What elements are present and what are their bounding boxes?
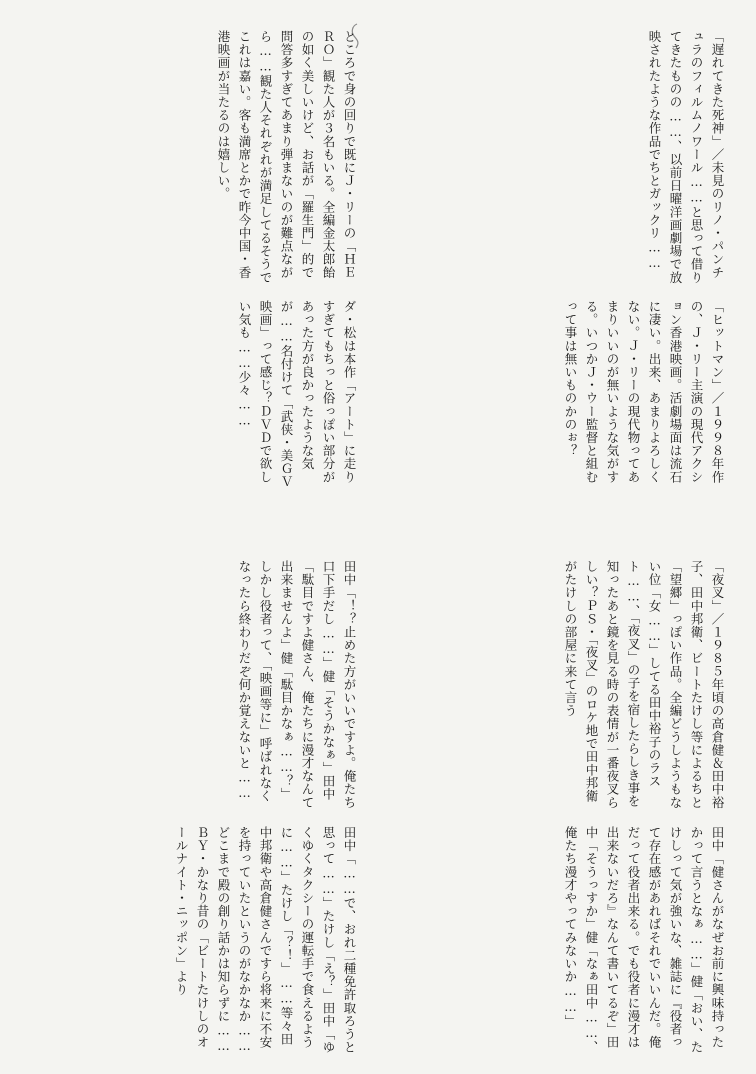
text-block-bottom-right-a: 「夜叉」／１９８５年頃の高倉健＆田中裕子、田中邦衛、ビートたけし等によるちと「望郷」っぽい作品。全編どうしようもない位「女……」してる田中裕子のラスト……、「夜叉」の子を宿したらしき事を知ったあと鏡を見る時の表情が一番夜叉らしい？ＰＳ・「夜叉」のロケ地で田中邦衛がたけしの部屋に来て言う [563,560,725,809]
text-block-top-right-b: 「ヒットマン」／１９９８年作の、Ｊ・リー主演の現代アクション香港映画。活劇場面は流石に凄い。出来、あまりよろしくない。Ｊ・リーの現代物ってあまりいいのが無いような気がする。いつかＪ・ウー監督と組むって事は無いものかのぉ？ [563,300,725,484]
text-block-top-left-a: ところで身の回りで既にＪ・リーの「ＨＥＲＯ」観た人が３名もいる。全編金太郎飴の如く美しいけど、お話が「羅生門」的で問答多すぎてあまり弾まないのが難点ながら……観た人それぞれが満足してるそうでこれは嘉い。客も満席とかで昨今中国・香港映画が当たるのは嬉しい。 [216,30,357,284]
text-block-bottom-left-a: 田中「！？止めた方がいいですよ。俺たち口下手だし……」健「そうかなぁ」田中「駄目ですよ健さん、俺たちに漫才なんて出来ませんよ」健「駄目かなぁ……？」しかし役者って、「映画等に」呼ばれなくなったら終わりだぞ何か覚えないと…… [237,560,357,809]
text-block-top-right-a: 「遅れてきた死神」／未見のリノ・パンチュラのフィルムノワール……と思って借りてきたものの……、以前日曜洋画劇場で放映されたような作品でちとガックリ…… [647,30,725,284]
text-block-bottom-right-b: 田中「健さんがなぜお前に興味持ったかって言うとなぁ……」健「おい、たけしって気が強いな、雑誌に『役者って存在感があればそれでいいんだ。俺だって役者出来る。でも役者に漫才は出来ないだろ』なんて書いてるぞ」田中「そうっすか」健「なぁ田中……、俺たち漫才やってみないか……」 [563,826,725,1054]
text-block-top-left-b: ダ・松は本作「アート」に走りすぎてもちっと俗っぽい部分があった方が良かったような気が……名付けて「武侠・美ＧＶ映画」って感じ？ＤＶＤで欲しい気も……少々…… [237,300,357,489]
text-block-bottom-left-b: 田中「……で、おれ二種免許取ろうと思って……」たけし「え？」田中「ゆくゆくタクシーの運転手で食えるように……」たけし「？！」……等々田中邦衛や高倉健さんですら将来に不安を持っていたというのがなかなか……どこまで殿の創り話かは知らずに……ＢＹ・かなり昔の「ビートたけしのオールナイト・ニッポン」より [174,826,357,1054]
